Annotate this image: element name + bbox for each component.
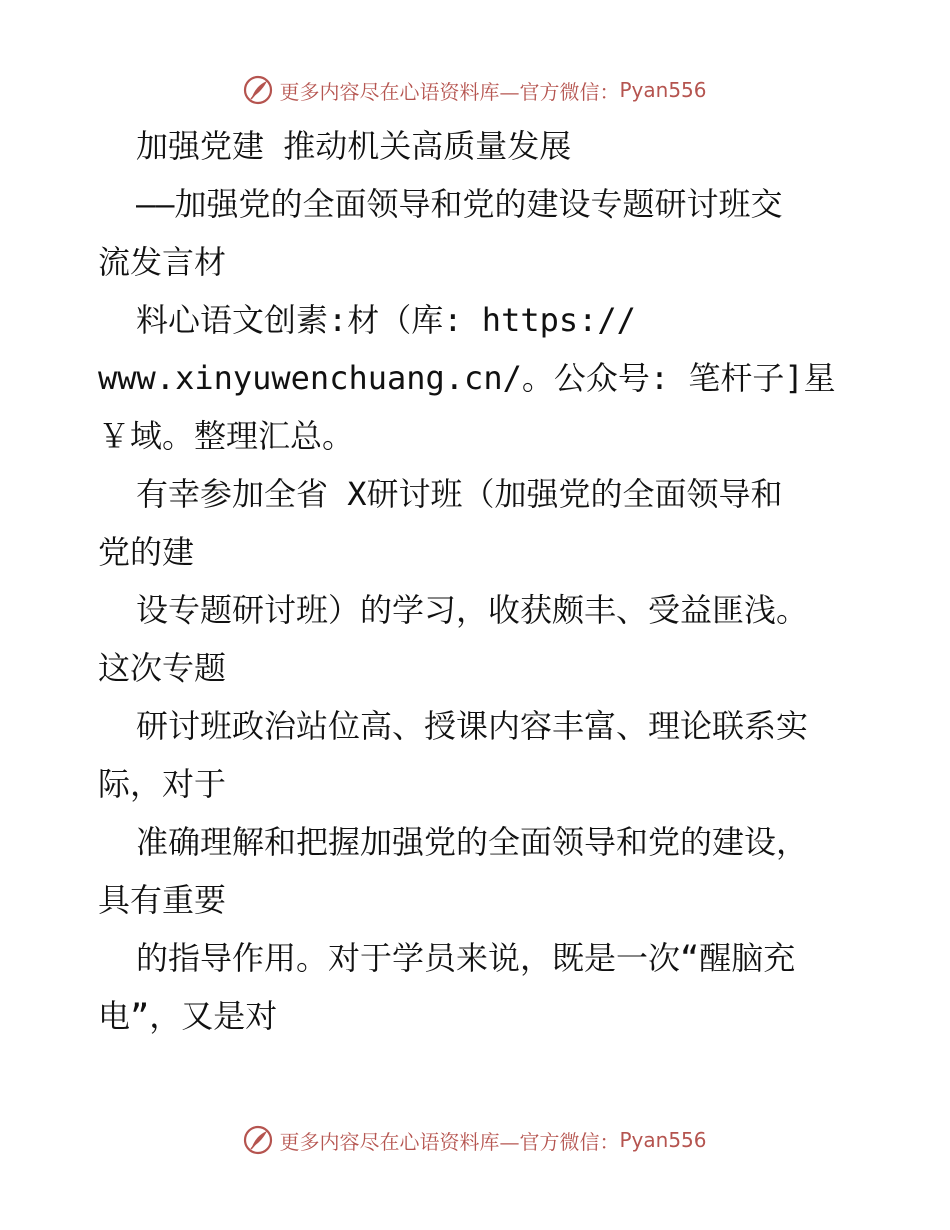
feather-pen-logo-icon bbox=[243, 75, 273, 105]
header-banner bbox=[0, 70, 950, 110]
text-line: ￥域。整理汇总。 bbox=[98, 417, 355, 455]
header-banner-brand: Pyan556 bbox=[619, 78, 707, 102]
text-line: 具有重要 bbox=[98, 881, 227, 919]
text-line: 加强党建 推动机关高质量发展 bbox=[136, 127, 572, 165]
text-line: 准确理解和把握加强党的全面领导和党的建设， bbox=[136, 823, 809, 861]
footer-banner bbox=[0, 1120, 950, 1160]
feather-pen-logo-icon bbox=[243, 1125, 273, 1155]
header-banner-text: 更多内容尽在心语资料库—官方微信： bbox=[279, 79, 620, 104]
text-line: 际，对于 bbox=[98, 765, 227, 803]
text-line: 电”，又是对 bbox=[98, 997, 278, 1035]
text-line: 流发言材 bbox=[98, 243, 227, 281]
document-body bbox=[98, 117, 858, 1045]
text-line: 料心语文创素:材（库: https:// bbox=[136, 301, 636, 339]
footer-banner-brand: Pyan556 bbox=[619, 1128, 707, 1152]
text-line: 这次专题 bbox=[98, 649, 227, 687]
text-line: 的指导作用。对于学员来说，既是一次“醒脑充 bbox=[136, 939, 796, 977]
text-line: 有幸参加全省 X研讨班（加强党的全面领导和 bbox=[136, 475, 783, 513]
footer-banner-text: 更多内容尽在心语资料库—官方微信： bbox=[279, 1129, 620, 1154]
text-line: 设专题研讨班）的学习，收获颇丰、受益匪浅。 bbox=[136, 591, 809, 629]
text-line: 党的建 bbox=[98, 533, 195, 571]
text-line: 研讨班政治站位高、授课内容丰富、理论联系实 bbox=[136, 707, 809, 745]
text-line: ——加强党的全面领导和党的建设专题研讨班交 bbox=[136, 185, 783, 223]
text-line: www.xinyuwenchuang.cn/。公众号: 笔杆子]星 bbox=[98, 359, 836, 397]
